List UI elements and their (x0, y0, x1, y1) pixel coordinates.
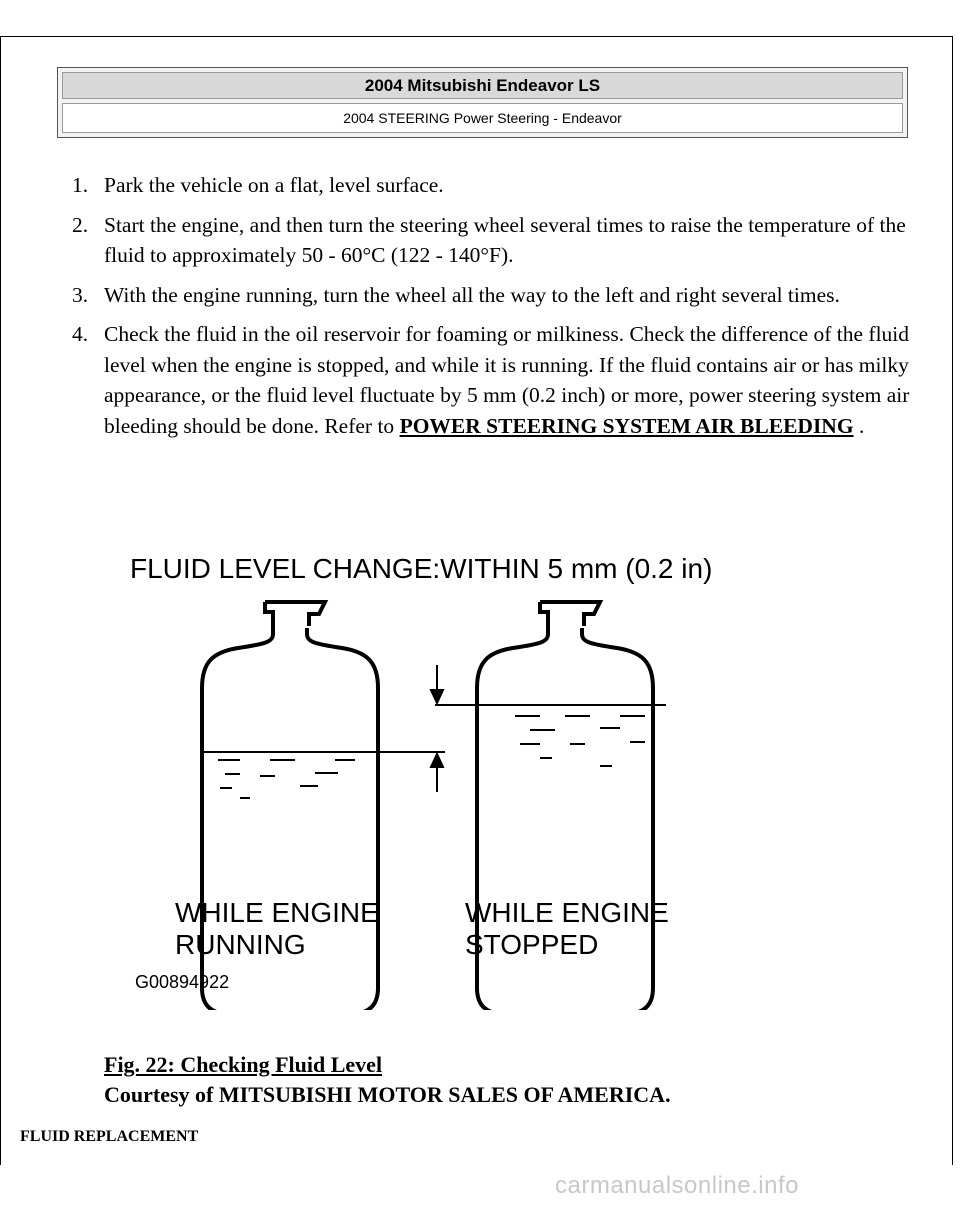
step-number: 2. (72, 212, 89, 237)
running-label-line1: WHILE ENGINE (175, 897, 379, 928)
refer-suffix: . (858, 413, 865, 438)
vehicle-title: 2004 Mitsubishi Endeavor LS (62, 72, 903, 99)
air-bleeding-link[interactable]: POWER STEERING SYSTEM AIR BLEEDING (399, 413, 854, 438)
figure-code: G00894922 (135, 972, 230, 992)
stopped-label-line1: WHILE ENGINE (465, 897, 669, 928)
step-number: 1. (72, 173, 89, 197)
watermark: carmanualsonline.info (555, 1172, 799, 1199)
step-item (72, 170, 912, 201)
fluid-marks-running (218, 760, 355, 798)
step-text: Park the vehicle on a flat, level surface. (104, 173, 444, 197)
figure-courtesy: Courtesy of MITSUBISHI MOTOR SALES OF AMERICA. (104, 1082, 671, 1107)
figure-caption (104, 1050, 671, 1110)
running-label-line2: RUNNING (175, 929, 306, 960)
step-number: 3. (72, 282, 89, 307)
step-text: With the engine running, turn the wheel all the way to the left and right several times. (104, 282, 840, 307)
step-item (72, 210, 912, 271)
figure-title: Fig. 22: Checking Fluid Level (104, 1052, 383, 1077)
step-text: Check the fluid in the oil reservoir for foaming or milkiness. Check the difference of the fluid level when the engine is stopped, and while it is running. If the fluid contains air or has milky appearance, or the fluid level fluctuate by 5 mm (0.2 inch) or more, power steering system air bleeding should be done. (104, 322, 910, 438)
section-subtitle: 2004 STEERING Power Steering - Endeavor (62, 103, 903, 133)
figure-heading: FLUID LEVEL CHANGE:WITHIN 5 mm (0.2 in) (130, 553, 713, 584)
step-number: 4. (72, 322, 89, 346)
level-difference-arrows (375, 665, 445, 792)
document-header (57, 67, 908, 138)
fluid-marks-stopped (515, 716, 645, 766)
refer-to-text: Refer to (324, 413, 395, 438)
procedure-steps (72, 170, 912, 450)
section-heading: FLUID REPLACEMENT (20, 1128, 199, 1145)
step-item (72, 319, 912, 441)
fluid-level-figure (100, 530, 800, 1010)
stopped-label-line2: STOPPED (465, 929, 599, 960)
step-item (72, 280, 912, 311)
step-text: Start the engine, and then turn the steering wheel several times to raise the temperature of the fluid to approximately 50 - 60°C (122 - 140°F). (104, 212, 906, 267)
